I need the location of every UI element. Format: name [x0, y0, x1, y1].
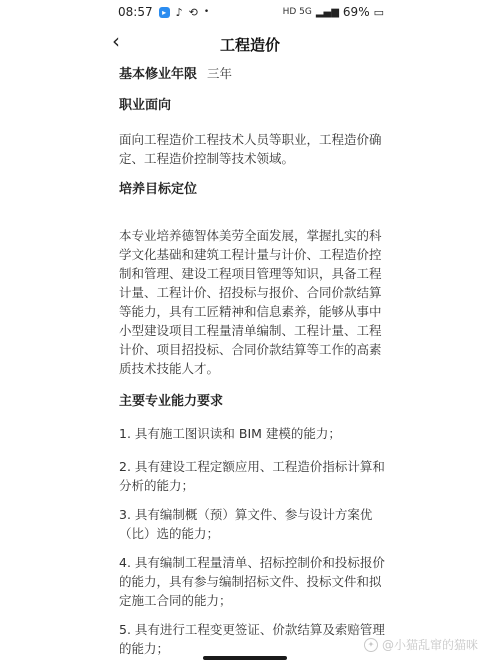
goal-heading: 培养目标定位 [119, 182, 198, 197]
watermark-icon: ✦ [364, 638, 378, 652]
sync-icon: ⟲ [188, 5, 198, 19]
career-heading: 职业面向 [119, 98, 172, 113]
ability-item-5: 5. 具有进行工程变更签证、价款结算及索赔管理的能力； [119, 622, 385, 656]
battery-text: 69% [342, 5, 370, 19]
chevron-left-icon: ‹ [112, 29, 120, 53]
page-header [0, 28, 500, 60]
goal-text: 本专业培养德智体美劳全面发展，掌握扎实的科学文化基础和建筑工程计量与计价、工程造价控制和管理、建设工程项目管理等知识，具备工程计量、工程计价、招投标与报价、合同价款结算等能力，具有工匠精神和信息素养，能够从事中小型建设项目工程量清单编制、工程计量、工程计价、项目招投标、合同价款结算等工作的高素质技术技能人才。 [119, 228, 382, 376]
network-indicators: HD 5G [282, 7, 312, 17]
app-notification-icon: ▸ [159, 7, 170, 18]
career-text: 面向工程造价工程技术人员等职业，工程造价确定、工程造价控制等技术领域。 [119, 132, 382, 166]
ability-item-1: 1. 具有施工图识读和 BIM 建模的能力； [119, 426, 341, 441]
page-title: 工程造价 [219, 36, 280, 54]
ability-item-2: 2. 具有建设工程定额应用、工程造价指标计算和分析的能力； [119, 459, 385, 493]
status-left [118, 5, 209, 19]
years-row [119, 64, 387, 84]
years-label: 基本修业年限 [119, 67, 198, 82]
years-value: 三年 [207, 66, 233, 81]
status-time: 08:57 [118, 5, 153, 19]
watermark [364, 636, 478, 653]
status-bar [0, 0, 500, 26]
ability-item-4: 4. 具有编制工程量清单、招标控制价和投标报价的能力，具有参与编制招标文件、投标文件和拟定施工合同的能力； [119, 555, 385, 608]
signal-icon: ▂▄▆ [315, 6, 339, 18]
ability-heading: 主要专业能力要求 [119, 394, 224, 409]
ability-item-3: 3. 具有编制概（预）算文件、参与设计方案优（比）选的能力； [119, 507, 373, 541]
battery-icon: ▭ [373, 5, 384, 19]
watermark-text: @小猫乱窜的猫咪 [381, 638, 478, 652]
notification-icon: ♪ [175, 5, 183, 19]
status-right [283, 5, 384, 19]
home-indicator[interactable] [203, 656, 287, 660]
dot-icon: • [203, 7, 210, 17]
